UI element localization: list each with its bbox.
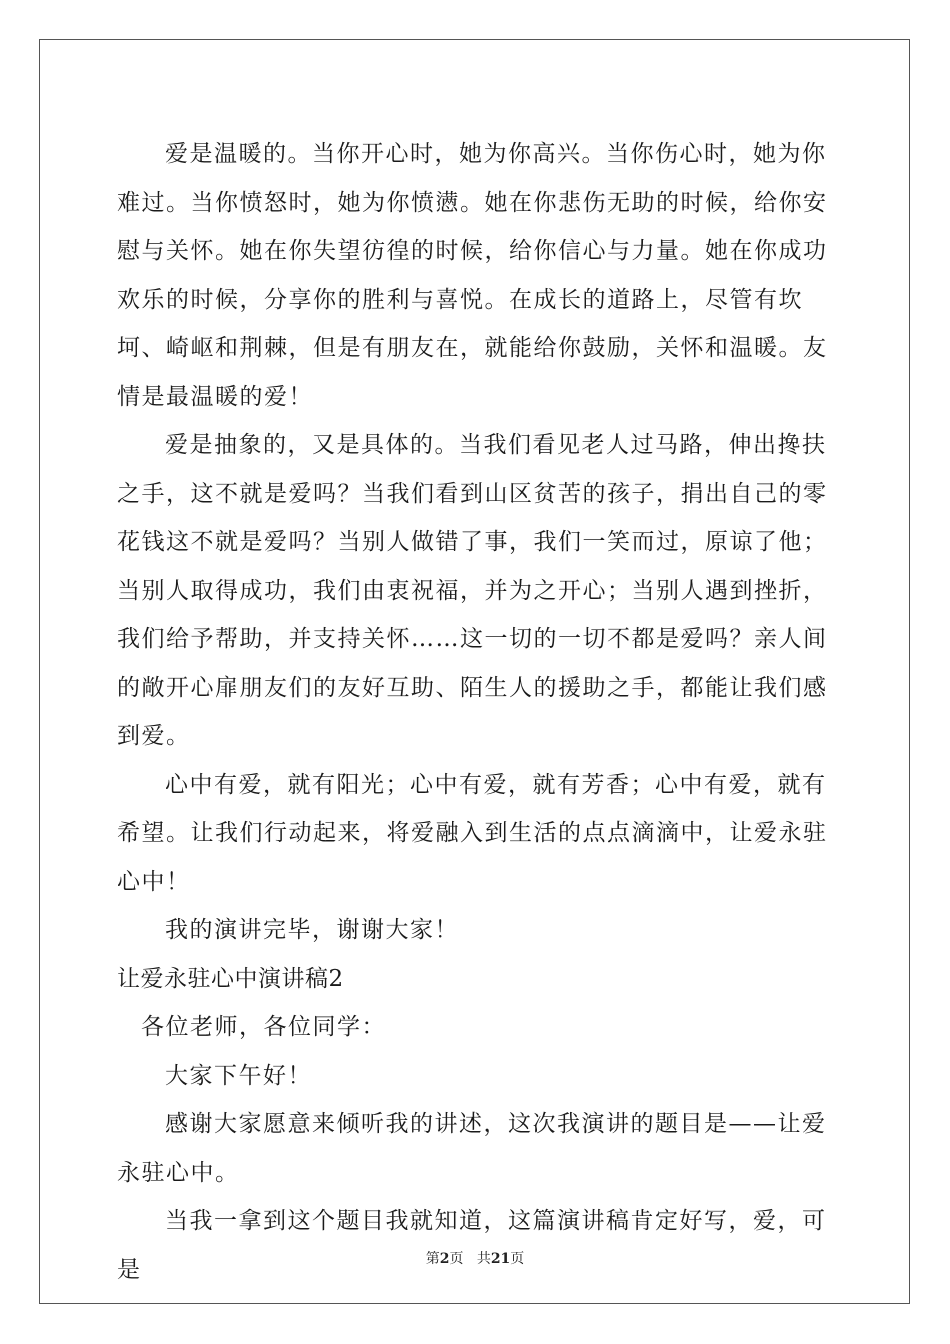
total-prefix: 共 [476, 1251, 491, 1267]
document-body [117, 130, 837, 1294]
paragraph-closing: 我的演讲完毕，谢谢大家！ [165, 917, 459, 943]
page-prefix: 第 [425, 1251, 440, 1267]
salutation: 各位老师，各位同学： [141, 1014, 386, 1040]
paragraph-hope: 心中有爱，就有阳光；心中有爱，就有芳香；心中有爱，就有希望。让我们行动起来，将爱融入到生活的点点滴滴中，让爱永驻心中！ [117, 771, 828, 895]
greeting: 大家下午好！ [165, 1062, 312, 1089]
page-suffix: 页 [449, 1251, 464, 1267]
paragraph-thanks: 感谢大家愿意来倾听我的讲述，这次我演讲的题目是——让爱永驻心中。 [117, 1111, 827, 1186]
page-footer [0, 1248, 950, 1268]
total-pages: 21 [490, 1251, 511, 1267]
paragraph-abstract: 爱是抽象的，又是具体的。当我们看见老人过马路，伸出搀扶之手，这不就是爱吗？当我们看到山区贫苦的孩子，捐出自己的零花钱这不就是爱吗？当别人做错了事，我们一笑而过，原谅了他；当别人取得成功，我们由衷祝福，并为之开心；当别人遇到挫折，我们给予帮助，并支持关怀……这一切的一切不都是爱吗？亲人间的敞开心扉朋友们的友好互助、陌生人的援助之手，都能让我们感到爱。 [117, 432, 828, 749]
page-number: 2 [439, 1251, 450, 1267]
paragraph-warmth: 爱是温暖的。当你开心时，她为你高兴。当你伤心时，她为你难过。当你愤怒时，她为你愤懑。她在你悲伤无助的时候，给你安慰与关怀。她在你失望彷徨的时候，给你信心与力量。她在你成功欢乐的时候，分享你的胜利与喜悦。在成长的道路上，尽管有坎坷、崎岖和荆棘，但是有朋友在，就能给你鼓励，关怀和温暖。友情是最温暖的爱！ [117, 141, 828, 410]
total-suffix: 页 [510, 1251, 525, 1267]
section-heading: 让爱永驻心中演讲稿2 [117, 965, 344, 992]
paragraph-topic: 当我一拿到这个题目我就知道，这篇演讲稿肯定好写，爱，可是 [117, 1208, 827, 1283]
